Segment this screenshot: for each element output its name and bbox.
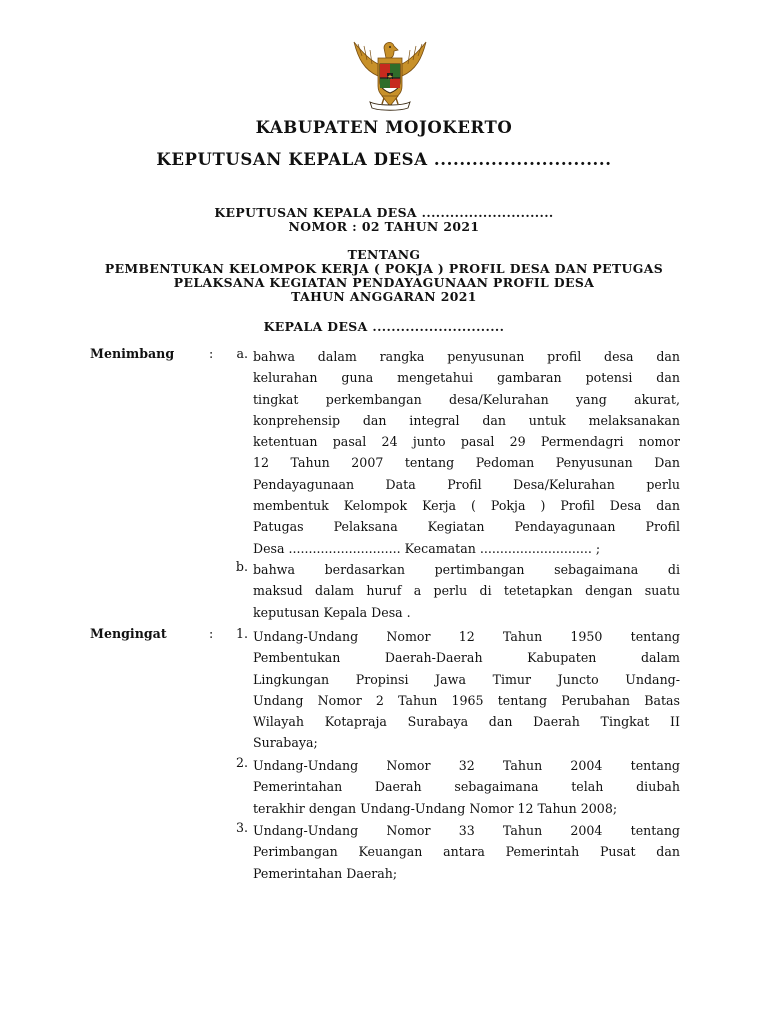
- text-line: Undang-Undang Nomor 12 Tahun 1950 tentang: [253, 629, 680, 644]
- menimbang-colon: :: [209, 346, 214, 361]
- menimbang-item-marker: b.: [235, 559, 248, 574]
- mengingat-item-marker: 2.: [235, 755, 248, 770]
- text-line: Perimbangan Keuangan antara Pemerintah Pusat dan: [253, 844, 680, 860]
- text-line: Pemerintahan Daerah;: [253, 865, 398, 881]
- text-line: Surabaya;: [253, 735, 318, 751]
- text-line: Desa ............................ Kecamatan ............................ ;: [253, 540, 601, 556]
- text-line: Lingkungan Propinsi Jawa Timur Juncto Undang-: [253, 671, 680, 687]
- mengingat-item-3: [253, 820, 680, 884]
- mengingat-item-marker: 3.: [235, 820, 248, 835]
- decree-number: NOMOR : 02 TAHUN 2021: [288, 219, 480, 234]
- text-line: Undang-Undang Nomor 32 Tahun 2004 tentang: [253, 758, 680, 773]
- subject-line-2: PELAKSANA KEGIATAN PENDAYAGUNAAN PROFIL DESA: [173, 275, 595, 290]
- text-line: Undang-Undang Nomor 33 Tahun 2004 tentang: [253, 823, 680, 838]
- text-line: Wilayah Kotapraja Surabaya dan Daerah Tingkat II: [253, 714, 680, 730]
- village-head-heading: KEPALA DESA ............................: [263, 319, 505, 334]
- decree-subtitle: KEPUTUSAN KEPALA DESA ............................: [214, 205, 554, 220]
- text-line: Pemerintahan Daerah sebagaimana telah diubah: [253, 779, 680, 795]
- text-line: kelurahan guna mengetahui gambaran potensi dan: [253, 370, 680, 386]
- menimbang-item-a: [253, 346, 680, 559]
- mengingat-label: Mengingat: [90, 626, 167, 641]
- mengingat-item-1: [253, 626, 680, 754]
- garuda-emblem-icon: [348, 36, 432, 112]
- text-line: Patugas Pelaksana Kegiatan Pendayagunaan Profil: [253, 519, 680, 535]
- text-line: ketentuan pasal 24 junto pasal 29 Permendagri nomor: [253, 434, 680, 450]
- regency-title: KABUPATEN MOJOKERTO: [255, 118, 513, 137]
- text-line: konprehensip dan integral dan untuk melaksanakan: [253, 412, 680, 428]
- text-line: Pembentukan Daerah-Daerah Kabupaten dalam: [253, 650, 680, 666]
- menimbang-label: Menimbang: [90, 346, 175, 361]
- text-line: tingkat perkembangan desa/Kelurahan yang akurat,: [253, 391, 680, 407]
- text-line: maksud dalam huruf a perlu di tetetapkan dengan suatu: [253, 583, 680, 599]
- subject-line-1: PEMBENTUKAN KELOMPOK KERJA ( POKJA ) PROFIL DESA DAN PETUGAS: [104, 261, 664, 276]
- text-line: 12 Tahun 2007 tentang Pedoman Penyusunan Dan: [253, 455, 680, 471]
- decree-main-title: KEPUTUSAN KEPALA DESA ............................: [156, 150, 612, 169]
- text-line: bahwa berdasarkan pertimbangan sebagaimana di: [253, 562, 680, 577]
- menimbang-item-b: [253, 559, 680, 623]
- about-heading: TENTANG: [347, 247, 421, 262]
- mengingat-colon: :: [209, 626, 214, 641]
- text-line: Pendayagunaan Data Profil Desa/Kelurahan perlu: [253, 476, 680, 492]
- text-line: terakhir dengan Undang-Undang Nomor 12 Tahun 2008;: [253, 800, 618, 816]
- text-line: bahwa dalam rangka penyusunan profil desa dan: [253, 349, 680, 364]
- text-line: keputusan Kepala Desa .: [253, 604, 411, 620]
- menimbang-item-marker: a.: [236, 346, 248, 361]
- text-line: Undang Nomor 2 Tahun 1965 tentang Perubahan Batas: [253, 692, 680, 708]
- mengingat-item-2: [253, 755, 680, 819]
- mengingat-item-marker: 1.: [235, 626, 248, 641]
- text-line: membentuk Kelompok Kerja ( Pokja ) Profil Desa dan: [253, 498, 680, 514]
- subject-line-3: TAHUN ANGGARAN 2021: [291, 289, 477, 304]
